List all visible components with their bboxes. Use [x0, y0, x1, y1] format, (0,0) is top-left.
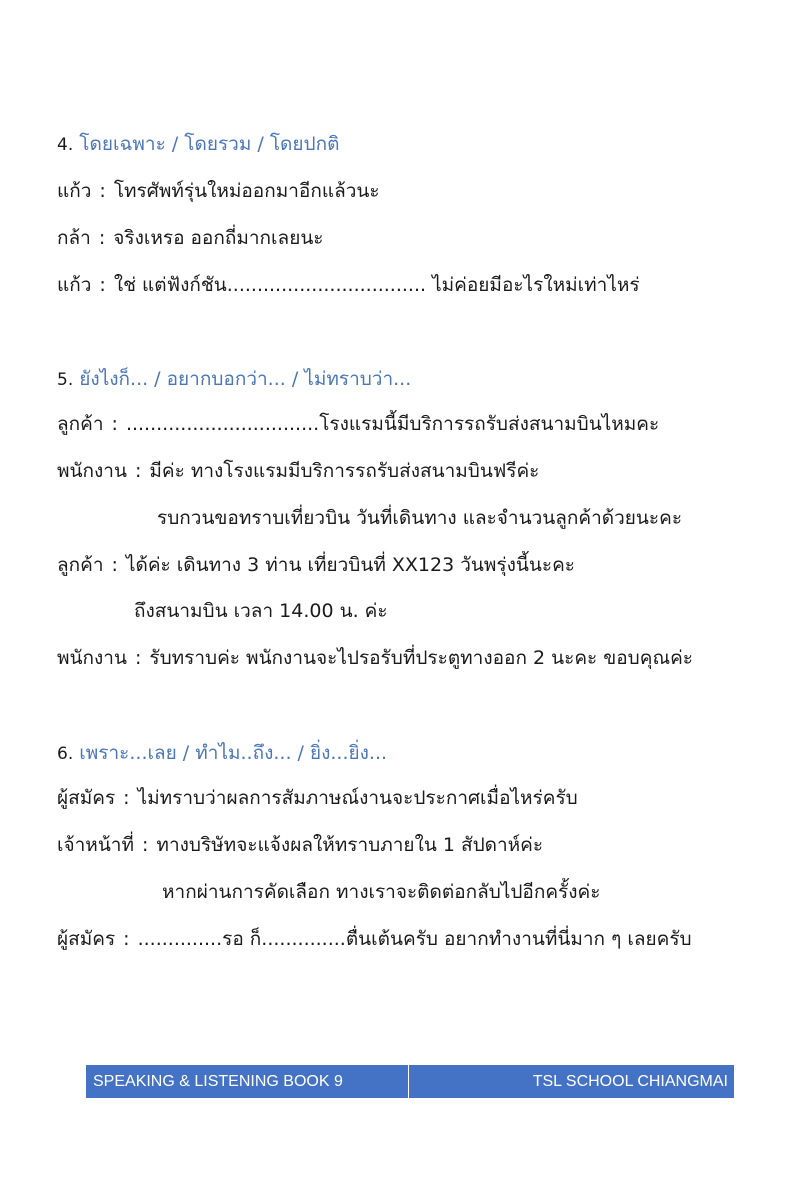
dialogue-text: ................................โรงแรมนี้มีบริการรถรับส่งสนามบินไหมคะ — [125, 413, 660, 435]
speaker-name: ลูกค้า — [57, 554, 104, 576]
speaker-name: ลูกค้า — [57, 413, 104, 435]
speaker-name: ผู้สมัคร — [57, 787, 116, 809]
footer-school-name: TSL SCHOOL CHIANGMAI — [409, 1065, 734, 1098]
speaker-name: พนักงาน — [57, 647, 127, 669]
speaker-name: แก้ว — [57, 180, 92, 202]
section-heading — [57, 131, 339, 158]
dialogue-line — [57, 552, 575, 578]
dialogue-line — [57, 785, 578, 811]
page-footer — [86, 1065, 735, 1098]
dialogue-line — [57, 411, 659, 437]
dialogue-continuation — [134, 598, 388, 624]
dialogue-text: ทางบริษัทจะแจ้งผลให้ทราบภายใน 1 สัปดาห์ค่ะ — [156, 834, 544, 856]
section-heading — [57, 740, 387, 767]
dialogue-line — [57, 225, 324, 251]
dialogue-text: รบกวนขอทราบเที่ยวบิน วันที่เดินทาง และจำนวนลูกค้าด้วยนะคะ — [157, 507, 683, 529]
footer-book-title: SPEAKING & LISTENING BOOK 9 — [86, 1065, 409, 1098]
dialogue-text: หากผ่านการคัดเลือก ทางเราจะติดต่อกลับไปอีกครั้งค่ะ — [162, 881, 601, 903]
speaker-separator: : — [123, 787, 130, 809]
dialogue-line — [57, 926, 692, 952]
speaker-separator: : — [98, 227, 106, 249]
dialogue-line — [57, 178, 380, 204]
section-title: เพราะ...เลย / ทำไม..ถึง... / ยิ่ง...ยิ่ง... — [79, 742, 388, 764]
speaker-name: ผู้สมัคร — [57, 928, 116, 950]
dialogue-text: ..............รอ ก็..............ตื่นเต้นครับ อยากทำงานที่นี่มาก ๆ เลยครับ — [137, 928, 692, 950]
dialogue-line — [57, 458, 539, 484]
section-number: 6. — [57, 744, 74, 764]
speaker-separator: : — [99, 274, 106, 296]
dialogue-continuation — [162, 879, 600, 905]
speaker-name: พนักงาน — [57, 460, 127, 482]
dialogue-text: จริงเหรอ ออกถี่มากเลยนะ — [113, 227, 324, 249]
section-title: ยังไงก็... / อยากบอกว่า... / ไม่ทราบว่า... — [79, 368, 412, 390]
speaker-name: เจ้าหน้าที่ — [57, 834, 135, 856]
section-number: 5. — [57, 370, 74, 390]
speaker-separator: : — [99, 180, 106, 202]
section-title: โดยเฉพาะ / โดยรวม / โดยปกติ — [79, 133, 340, 155]
speaker-separator: : — [123, 928, 130, 950]
speaker-separator: : — [134, 460, 142, 482]
dialogue-continuation — [157, 505, 682, 531]
dialogue-line — [57, 272, 640, 298]
speaker-separator: : — [111, 413, 118, 435]
speaker-name: กล้า — [57, 227, 91, 249]
dialogue-text: โทรศัพท์รุ่นใหม่ออกมาอีกแล้วนะ — [113, 180, 380, 202]
speaker-separator: : — [142, 834, 149, 856]
speaker-separator: : — [111, 554, 118, 576]
dialogue-line — [57, 645, 693, 671]
dialogue-text: ใช่ แต่ฟังก์ชัน................................. ไม่ค่อยมีอะไรใหม่เท่าไหร่ — [113, 274, 640, 296]
dialogue-text: มีค่ะ ทางโรงแรมมีบริการรถรับส่งสนามบินฟรีค่ะ — [149, 460, 540, 482]
section-heading — [57, 366, 411, 393]
dialogue-line — [57, 832, 543, 858]
speaker-separator: : — [134, 647, 142, 669]
speaker-name: แก้ว — [57, 274, 92, 296]
section-number: 4. — [57, 135, 74, 155]
dialogue-text: รับทราบค่ะ พนักงานจะไปรอรับที่ประตูทางออก 2 นะคะ ขอบคุณค่ะ — [149, 647, 693, 669]
dialogue-text: ถึงสนามบิน เวลา 14.00 น. ค่ะ — [134, 600, 388, 622]
dialogue-text: ได้ค่ะ เดินทาง 3 ท่าน เที่ยวบินที่ XX123 วันพรุ่งนี้นะคะ — [125, 554, 575, 576]
dialogue-text: ไม่ทราบว่าผลการสัมภาษณ์งานจะประกาศเมื่อไหร่ครับ — [137, 787, 578, 809]
